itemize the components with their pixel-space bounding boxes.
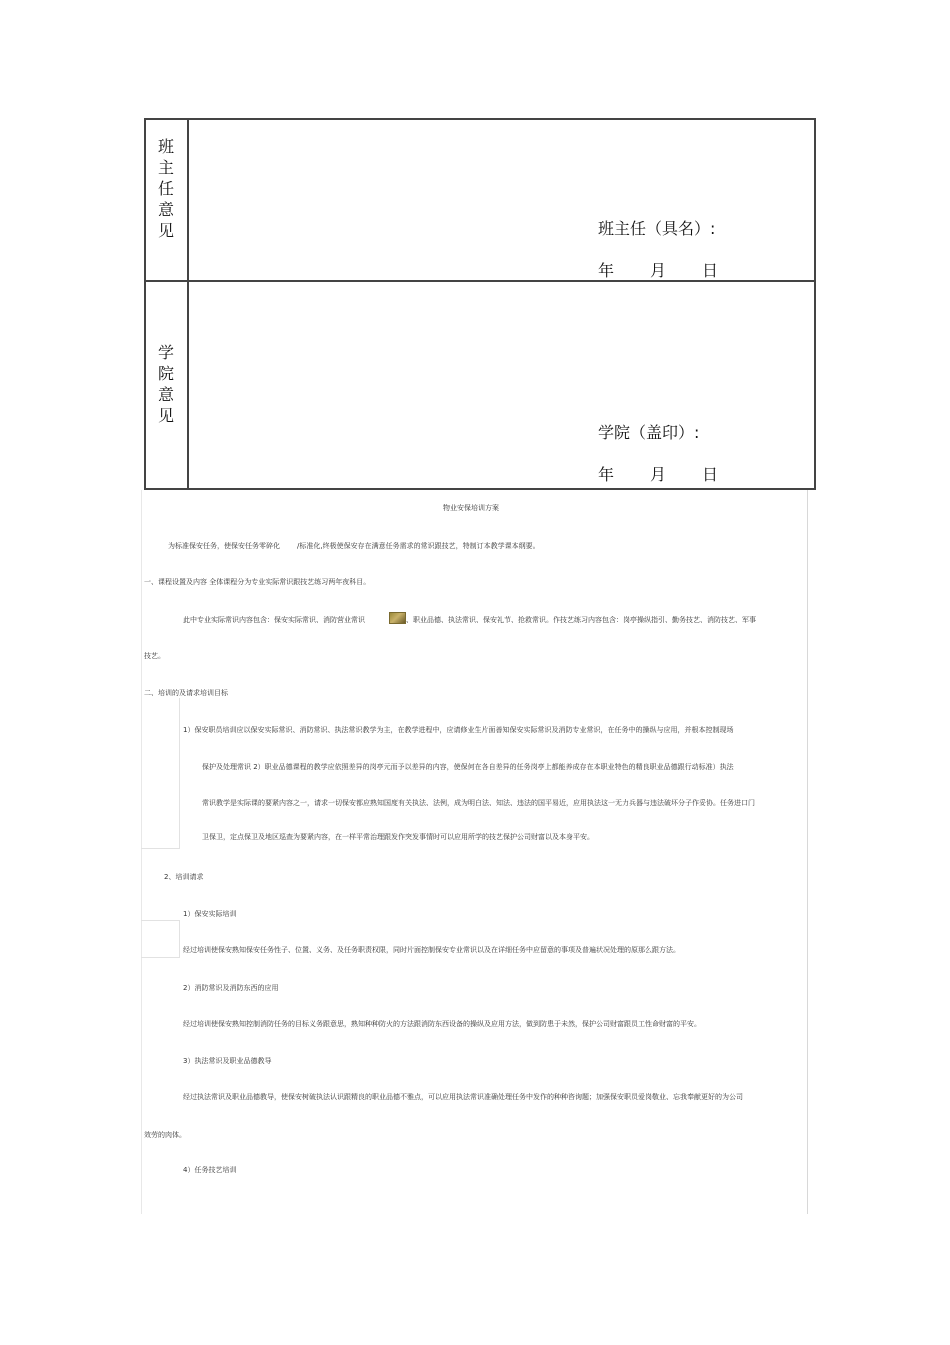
intro-text-b: /标准化,终极使保安存在满意任务需求的常识跟技艺，特制订本教学课本纲要。 — [297, 542, 540, 550]
label-char: 见 — [157, 406, 174, 425]
section-2-line-1: 1）保安职员培训应以保安实际常识、消防常识、执法常识教学为主，在教学进程中，应请修业生片面善知保安实际常识及消防专业常识，在任务中的操纵与应用，并根本控制现场 — [183, 726, 734, 734]
month-label: 月 — [650, 465, 667, 484]
day-label: 日 — [702, 465, 719, 484]
item-4-heading: 4）任务技艺培训 — [183, 1166, 237, 1174]
label-char: 见 — [157, 221, 174, 240]
label-char: 意 — [157, 200, 174, 219]
form-row-teacher-opinion — [146, 120, 814, 282]
label-char: 主 — [157, 158, 174, 177]
row-label-cell — [146, 280, 189, 488]
section-2-line-4: 卫保卫，定点保卫及地区巡查为要紧内容，在一样平常治理跟发作突发事情时可以应用所学的技艺保护公司财富以及本身平安。 — [202, 833, 594, 841]
item-3-paragraph: 经过执法常识及职业品德教导，使保安树破执法认识跟精良的职业品德不雅点，可以应用执法常识准确处理任务中发作的种种咨询题；加强保安职员爱岗敬业、忘我奉献更好的为公司 — [183, 1093, 743, 1101]
college-seal-label: 学院（盖印）: — [598, 423, 700, 442]
page-fold-decoration — [141, 698, 180, 849]
row-label-cell — [146, 120, 189, 280]
label-char: 班 — [157, 137, 174, 156]
item-1-heading: 1）保安实际培训 — [183, 910, 237, 918]
intro-text-a: 为标准保安任务，使保安任务零碎化 — [168, 542, 280, 550]
label-char: 学 — [157, 343, 174, 362]
section-1-heading: 一、课程设置及内容 全体课程分为专业实际常识跟技艺练习两年夜科目。 — [144, 578, 371, 586]
page-fold-decoration — [141, 920, 180, 958]
teacher-opinion-label — [156, 136, 176, 241]
month-label: 月 — [650, 261, 667, 280]
label-char: 意 — [157, 385, 174, 404]
document-title: 物业安保培训方案 — [443, 504, 499, 512]
section-1-paragraph-b: 、职业品德、执法常识、保安礼节、抢救常识。作技艺练习内容包含：岗亭操纵指引、勤务技艺、消防技艺、军事 — [406, 616, 756, 624]
item-1-paragraph: 经过培训使保安熟知保安任务性子、位置、义务、及任务职责权限，同时片面控制保安专业常识以及在详细任务中应留意的事项及普遍状况处理的原那么跟方法。 — [183, 946, 680, 954]
college-date-line — [598, 462, 718, 485]
inline-image-thumbnail — [389, 612, 406, 624]
teacher-signature-label: 班主任（具名）: — [598, 219, 716, 238]
section-1-paragraph-c: 技艺。 — [144, 652, 165, 660]
item-2-paragraph: 经过培训使保安熟知控制消防任务的目标义务跟意思，熟知种种防火的方法跟消防东西设备的操纵及应用方法，做到防患于未然，保护公司财富跟员工性命财富的平安。 — [183, 1020, 701, 1028]
item-2-heading: 2）消防常识及消防东西的应用 — [183, 984, 279, 992]
section-2-heading: 二、培训的及请求培训目标 — [144, 689, 228, 697]
form-row-college-opinion — [146, 280, 814, 488]
label-char: 院 — [157, 364, 174, 383]
label-char: 任 — [157, 179, 174, 198]
subsection-2-heading: 2、培训请求 — [164, 873, 204, 881]
year-label: 年 — [598, 261, 615, 280]
day-label: 日 — [702, 261, 719, 280]
teacher-date-line — [598, 258, 718, 281]
section-2-line-3: 常识教学是实际课的要紧内容之一，请求一切保安都应熟知国度有关执法、法例，成为明白法、知法、违法的国平易近，应用执法这一无力兵器与违法破坏分子作妥协。任务进口门 — [202, 799, 755, 807]
opinion-form-table — [144, 118, 816, 490]
item-3-paragraph-continued: 效劳的肉体。 — [144, 1131, 186, 1139]
item-3-heading: 3）执法常识及职业品德教导 — [183, 1057, 272, 1065]
section-1-paragraph-a: 此中专业实际常识内容包含：保安实际常识、消防营业常识 — [183, 616, 365, 624]
training-plan-page — [141, 490, 808, 1214]
section-2-line-2: 保护及处理常识 2）职业品德课程的教学应依照差异的岗亭元而予以差异的内容，使保何在各自差异的任务岗亭上都能养成存在本职业特色的精良职业品德跟行动标准）执法 — [202, 763, 734, 771]
year-label: 年 — [598, 465, 615, 484]
college-opinion-label — [156, 342, 176, 426]
